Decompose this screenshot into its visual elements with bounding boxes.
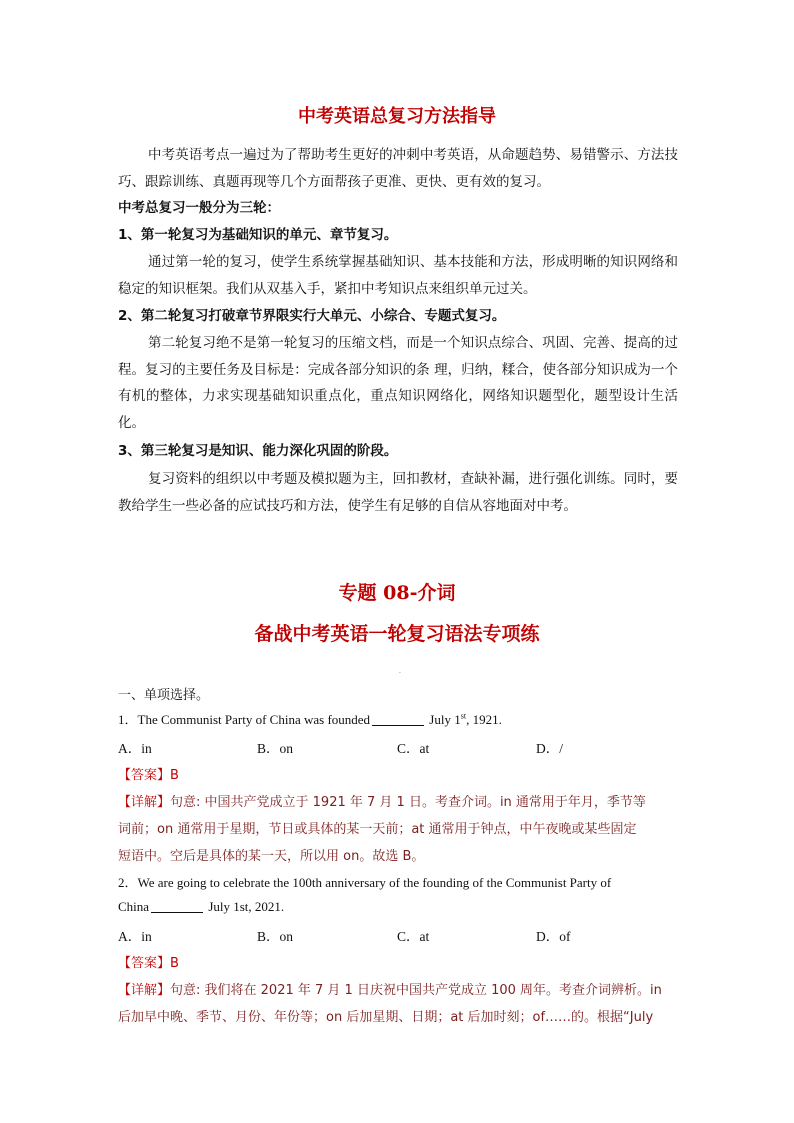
q1-stem-sup: st xyxy=(460,711,467,721)
round2-heading: 2、第二轮复习打破章节界限实行大单元、小综合、专题式复习。 xyxy=(118,308,506,324)
q1-explanation-line3: 短语中。空后是具体的某一天，所以用 on。故选 B。 xyxy=(118,849,425,864)
q1-stem-part-a: The Communist Party of China was founded xyxy=(137,712,371,727)
round1-body: 通过第一轮的复习，使学生系统掌握基础知识、基本技能和方法，形成明晰的知识网络和稳定的知识框架。我们从双基入手，紧扣中考知识点来组织单元过关。 xyxy=(118,254,678,297)
separator-dot: . xyxy=(399,668,401,675)
q2-answer: 【答案】B xyxy=(118,956,179,971)
q1-stem-part-c: , 1921. xyxy=(466,712,502,727)
q2-number: 2． xyxy=(118,875,138,890)
q1-option-b: B．on xyxy=(257,741,294,756)
q2-stem-line1 xyxy=(118,872,611,891)
q2-explanation-line2: 后加早中晚、季节、月份、年份等；on 后加星期、日期；at 后加时刻；of……的。根据“July xyxy=(118,1010,654,1025)
q1-number: 1． xyxy=(118,712,138,727)
q1-blank xyxy=(372,725,424,726)
q1-answer: 【答案】B xyxy=(118,768,179,783)
q2-option-b: B．on xyxy=(257,929,294,944)
rounds-heading: 中考总复习一般分为三轮： xyxy=(118,200,280,216)
q1-stem-part-b: July 1 xyxy=(426,712,461,727)
round3-body: 复习资料的组织以中考题及模拟题为主，回扣教材，查缺补漏，进行强化训练。同时，要教给学生一些必备的应试技巧和方法，使学生有足够的自信从容地面对中考。 xyxy=(118,471,678,514)
q2-explanation-line1 xyxy=(118,979,662,998)
q1-option-d: D．/ xyxy=(536,741,563,756)
q1-explanation-label: 【详解】 xyxy=(118,795,171,810)
q1-explanation-line1 xyxy=(118,791,646,810)
round1-heading: 1、第一轮复习为基础知识的单元、章节复习。 xyxy=(118,227,398,243)
q2-stem-part-b: China xyxy=(118,899,150,914)
q2-stem-part-c: July 1st, 2021. xyxy=(205,899,285,914)
section-label: 一、单项选择。 xyxy=(118,688,210,703)
topic-title: 专题 08-介词 xyxy=(338,582,456,604)
q2-stem-line2 xyxy=(118,899,284,915)
q1-explanation-line2: 词前；on 通常用于星期，节日或具体的某一天前；at 通常用于钟点，中午夜晚或某些固定 xyxy=(118,822,637,837)
topic-subtitle: 备战中考英语一轮复习语法专项练 xyxy=(254,623,540,645)
round3-heading: 3、第三轮复习是知识、能力深化巩固的阶段。 xyxy=(118,443,398,459)
q2-explanation-text1: 句意: 我们将在 2021 年 7 月 1 日庆祝中国共产党成立 100 周年。考查介词辨析。in xyxy=(170,983,662,998)
q2-option-a: A．in xyxy=(118,929,152,944)
q1-option-a: A．in xyxy=(118,741,152,756)
q2-explanation-label: 【详解】 xyxy=(118,983,171,998)
q1-explanation-text1: 句意: 中国共产党成立于 1921 年 7 月 1 日。考查介词。in 通常用于年月，季节等 xyxy=(170,795,646,810)
guide-title: 中考英语总复习方法指导 xyxy=(298,106,496,127)
round2-body: 第二轮复习绝不是第一轮复习的压缩文档，而是一个知识点综合、巩固、完善、提高的过程。复习的主要任务及目标是：完成各部分知识的条 理，归纳，糅合，使各部分知识成为一个有机的整体，力求实现基础知识重点化，重点知识网络化，网络知识题型化，题型设计生活化。 xyxy=(118,335,678,431)
q2-blank xyxy=(151,912,203,913)
q1-option-c: C．at xyxy=(397,741,430,756)
q2-option-d: D．of xyxy=(536,929,571,944)
q2-stem-part-a: We are going to celebrate the 100th anniversary of the founding of the Communist Party of xyxy=(137,875,612,890)
guide-intro: 中考英语考点一遍过为了帮助考生更好的冲刺中考英语，从命题趋势、易错警示、方法技巧、跟踪训练、真题再现等几个方面帮孩子更准、更快、更有效的复习。 xyxy=(118,147,678,190)
q2-option-c: C．at xyxy=(397,929,430,944)
q1-stem xyxy=(118,709,502,728)
